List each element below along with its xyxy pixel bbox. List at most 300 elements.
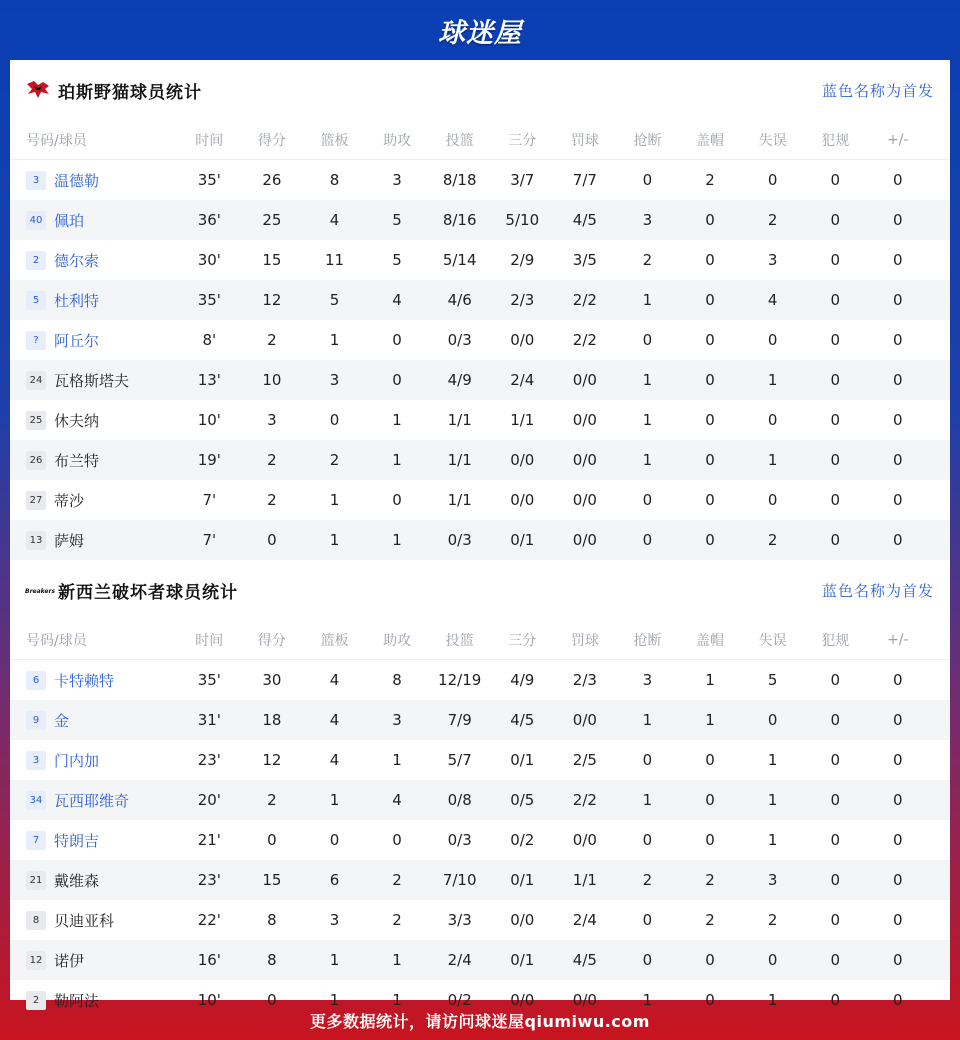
stat-cell: 0/0 <box>510 491 535 509</box>
stat-cell: 0 <box>267 531 277 549</box>
stat-cell: 0 <box>705 411 715 429</box>
stat-cell: 31' <box>197 711 221 729</box>
stat-cell: 2 <box>329 451 340 469</box>
stat-cell: 0 <box>392 371 402 389</box>
player-name-link[interactable]: 阿丘尔 <box>54 331 100 350</box>
stat-cell: 0 <box>830 791 840 809</box>
stat-cell: 4/5 <box>572 951 597 969</box>
column-header[interactable]: +/- <box>887 631 909 648</box>
column-header[interactable]: 得分 <box>257 632 286 649</box>
stat-cell: 4/6 <box>447 291 472 309</box>
player-row[interactable] <box>10 160 950 200</box>
stat-cell: 1 <box>329 331 340 349</box>
stat-cell: 0 <box>642 911 653 929</box>
stat-cell: 3 <box>392 711 402 729</box>
stat-cell: 1 <box>642 371 653 389</box>
stat-cell: 0 <box>893 831 903 849</box>
column-header[interactable]: 投篮 <box>445 632 474 649</box>
player-row[interactable] <box>10 740 950 780</box>
stat-cell: 2/4 <box>447 951 472 969</box>
stat-cell: 0 <box>642 751 653 769</box>
stat-cell: 4 <box>767 291 778 309</box>
stat-cell: 4 <box>392 291 402 309</box>
column-header[interactable]: 助攻 <box>383 632 412 649</box>
stat-cell: 5 <box>329 291 340 309</box>
jersey-number-badge: 25 <box>26 411 46 430</box>
stat-cell: 2/9 <box>510 251 535 269</box>
jersey-number-badge: 12 <box>26 951 46 970</box>
player-name-link[interactable]: 瓦西耶维奇 <box>54 791 130 810</box>
stat-cell: 0 <box>767 331 778 349</box>
jersey-number-badge: 7 <box>26 831 46 850</box>
stat-cell: 2/5 <box>572 751 597 769</box>
player-cell <box>10 950 178 971</box>
stat-cell: 0 <box>830 291 840 309</box>
stat-cell: 21' <box>197 831 221 849</box>
stat-cell: 0 <box>267 991 277 1009</box>
stats-card <box>10 60 950 1010</box>
player-row[interactable] <box>10 520 950 560</box>
stat-cell: 0 <box>830 751 840 769</box>
stat-cell: 0/0 <box>572 711 597 729</box>
stat-cell: 1 <box>392 531 402 549</box>
stat-cell: 0/2 <box>510 831 535 849</box>
stat-cell: 2/4 <box>510 371 535 389</box>
player-name-link[interactable]: 特朗吉 <box>54 831 100 850</box>
stat-cell: 2 <box>705 871 715 889</box>
stat-cell: 4/9 <box>510 671 535 689</box>
stat-cell: 1 <box>329 491 340 509</box>
jersey-number-badge: 26 <box>26 451 46 470</box>
stat-cell: 0/1 <box>510 531 535 549</box>
column-header[interactable]: 抢断 <box>633 132 662 149</box>
player-cell <box>10 870 178 891</box>
stat-cell: 0 <box>893 711 903 729</box>
jersey-number-badge: 9 <box>26 711 46 730</box>
stat-cell: 10 <box>262 371 282 389</box>
stat-cell: 10' <box>197 411 221 429</box>
player-row[interactable] <box>10 400 950 440</box>
stat-cell: 0 <box>893 211 903 229</box>
stat-cell: 3 <box>267 411 277 429</box>
column-header[interactable]: 罚球 <box>570 632 599 649</box>
player-cell <box>10 530 178 551</box>
stat-cell: 1 <box>642 991 653 1009</box>
stat-cell: 4/5 <box>510 711 535 729</box>
player-row[interactable] <box>10 820 950 860</box>
stat-cell: 2 <box>767 911 778 929</box>
stat-cell: 0 <box>830 671 840 689</box>
player-name-link[interactable]: 贝迪亚科 <box>54 911 115 930</box>
stat-cell: 2 <box>267 331 277 349</box>
player-name-link[interactable]: 金 <box>54 711 70 730</box>
stat-cell: 0 <box>705 371 715 389</box>
stat-cell: 0/0 <box>510 451 535 469</box>
player-name-link[interactable]: 戴维森 <box>54 871 100 890</box>
stat-cell: 1/1 <box>447 491 472 509</box>
stat-cell: 0 <box>392 831 402 849</box>
column-header[interactable]: 罚球 <box>570 132 599 149</box>
column-header[interactable]: 助攻 <box>383 132 412 149</box>
stat-cell: 8/18 <box>442 171 477 189</box>
stat-cell: 5 <box>767 671 778 689</box>
stat-cell: 30' <box>197 251 221 269</box>
stat-cell: 3 <box>767 251 778 269</box>
jersey-number-badge: 2 <box>26 991 46 1010</box>
team-section-header <box>10 560 950 620</box>
stat-cell: 0/0 <box>572 531 597 549</box>
player-name-link[interactable]: 杜利特 <box>54 291 100 310</box>
stat-cell: 3/5 <box>572 251 597 269</box>
stat-cell: 0/0 <box>572 371 597 389</box>
stat-cell: 0 <box>705 991 715 1009</box>
jersey-number-badge: 8 <box>26 911 46 930</box>
stat-cell: 2 <box>705 171 715 189</box>
stat-cell: 4 <box>392 791 402 809</box>
stat-cell: 2/2 <box>572 791 597 809</box>
column-header[interactable]: 失误 <box>758 132 787 149</box>
player-cell <box>10 790 178 811</box>
stat-cell: 0 <box>830 831 840 849</box>
stat-cell: 0 <box>767 491 778 509</box>
stat-cell: 0 <box>830 171 840 189</box>
stat-cell: 0 <box>893 531 903 549</box>
player-cell <box>10 910 178 931</box>
stat-cell: 35' <box>197 671 221 689</box>
player-cell <box>10 210 178 231</box>
stat-cell: 1/1 <box>447 451 472 469</box>
stat-cell: 0 <box>830 911 840 929</box>
column-header[interactable]: 抢断 <box>633 632 662 649</box>
stat-cell: 0 <box>830 331 840 349</box>
stat-cell: 1 <box>705 711 715 729</box>
stat-cell: 0 <box>830 711 840 729</box>
player-name-link[interactable]: 休夫纳 <box>54 411 100 430</box>
stat-cell: 0 <box>705 211 715 229</box>
player-row[interactable] <box>10 200 950 240</box>
stat-cell: 0 <box>893 251 903 269</box>
player-name-link[interactable]: 瓦格斯塔夫 <box>54 371 130 390</box>
jersey-number-badge: 40 <box>26 211 46 230</box>
stat-cell: 0 <box>893 671 903 689</box>
stat-cell: 0 <box>705 951 715 969</box>
stat-cell: 0 <box>767 711 778 729</box>
stat-cell: 0 <box>893 911 903 929</box>
stat-cell: 0/0 <box>572 451 597 469</box>
stat-cell: 0 <box>705 751 715 769</box>
stat-cell: 8 <box>329 171 340 189</box>
column-header[interactable]: 盖帽 <box>696 632 725 649</box>
stat-cell: 0 <box>329 411 340 429</box>
stat-cell: 1 <box>767 991 778 1009</box>
stat-cell: 0 <box>267 831 277 849</box>
stat-cell: 15 <box>262 251 282 269</box>
stat-cell: 0/2 <box>447 991 472 1009</box>
stat-cell: 2 <box>642 251 653 269</box>
stat-cell: 0/1 <box>510 951 535 969</box>
stat-cell: 0/3 <box>447 331 472 349</box>
stat-cell: 0 <box>642 171 653 189</box>
stat-cell: 0 <box>893 371 903 389</box>
stat-cell: 0/1 <box>510 751 535 769</box>
stat-cell: 2/3 <box>510 291 535 309</box>
jersey-number-badge: ? <box>26 331 46 350</box>
stat-cell: 7/10 <box>442 871 477 889</box>
stat-cell: 0 <box>767 171 778 189</box>
stat-cell: 1 <box>767 371 778 389</box>
stat-cell: 0 <box>893 291 903 309</box>
column-header[interactable]: 失误 <box>758 632 787 649</box>
player-row[interactable] <box>10 320 950 360</box>
stat-cell: 0 <box>893 951 903 969</box>
stat-cell: 0/0 <box>572 411 597 429</box>
stat-cell: 2 <box>392 871 402 889</box>
stat-cell: 0 <box>767 951 778 969</box>
stat-cell: 0 <box>830 531 840 549</box>
stat-cell: 2 <box>642 871 653 889</box>
jersey-number-badge: 21 <box>26 871 46 890</box>
stat-cell: 8 <box>267 951 277 969</box>
stat-cell: 3 <box>642 671 653 689</box>
wildcat-logo-icon <box>26 78 50 102</box>
stat-cell: 0 <box>893 751 903 769</box>
stat-cell: 25 <box>262 211 282 229</box>
player-name-link[interactable]: 勒阿法 <box>54 991 100 1010</box>
stat-cell: 0 <box>830 951 840 969</box>
column-header[interactable]: 篮板 <box>320 632 349 649</box>
team-section <box>10 60 950 560</box>
stat-cell: 1 <box>392 951 402 969</box>
stat-cell: 1 <box>642 791 653 809</box>
breakers-logo-icon <box>25 578 56 602</box>
player-cell <box>10 710 178 731</box>
column-header[interactable]: 时间 <box>195 132 224 149</box>
player-cell <box>10 670 178 691</box>
stat-cell: 1 <box>642 411 653 429</box>
stat-cell: 2 <box>392 911 402 929</box>
stat-cell: 0 <box>830 211 840 229</box>
player-name-link[interactable]: 德尔索 <box>54 251 100 270</box>
player-name-link[interactable]: 门内加 <box>54 751 100 770</box>
stat-cell: 5 <box>392 211 402 229</box>
stat-cell: 0 <box>705 791 715 809</box>
player-row[interactable] <box>10 780 950 820</box>
stat-cell: 5/14 <box>442 251 477 269</box>
player-name-link[interactable]: 布兰特 <box>54 451 100 470</box>
stat-cell: 8 <box>267 911 277 929</box>
player-name-link[interactable]: 诺伊 <box>54 951 85 970</box>
stat-cell: 0 <box>705 291 715 309</box>
column-header[interactable]: 号码/球员 <box>26 632 87 649</box>
player-cell <box>10 410 178 431</box>
stat-cell: 13' <box>197 371 221 389</box>
stat-cell: 0/0 <box>572 491 597 509</box>
stat-cell: 0/3 <box>447 831 472 849</box>
stat-cell: 3 <box>642 211 653 229</box>
stat-cell: 0 <box>893 491 903 509</box>
stat-cell: 0/1 <box>510 871 535 889</box>
stat-cell: 0 <box>893 451 903 469</box>
stat-cell: 0 <box>642 831 653 849</box>
stat-cell: 1 <box>329 791 340 809</box>
stat-cell: 0 <box>830 371 840 389</box>
jersey-number-badge: 27 <box>26 491 46 510</box>
player-cell <box>10 250 178 271</box>
stat-cell: 0 <box>705 531 715 549</box>
stat-cell: 0 <box>705 251 715 269</box>
player-row[interactable] <box>10 280 950 320</box>
player-cell <box>10 290 178 311</box>
stat-cell: 18 <box>262 711 282 729</box>
player-cell <box>10 330 178 351</box>
stat-cell: 8 <box>392 671 402 689</box>
player-name-link[interactable]: 卡特赖特 <box>54 671 115 690</box>
column-header[interactable]: 三分 <box>508 132 537 149</box>
column-header[interactable]: 号码/球员 <box>26 132 87 149</box>
jersey-number-badge: 2 <box>26 251 46 270</box>
stat-cell: 0 <box>830 451 840 469</box>
stat-cell: 7/9 <box>447 711 472 729</box>
stat-cell: 1/1 <box>447 411 472 429</box>
stat-cell: 0 <box>392 331 402 349</box>
stat-cell: 23' <box>197 751 221 769</box>
stat-cell: 1/1 <box>510 411 535 429</box>
stat-cell: 0 <box>830 411 840 429</box>
player-row[interactable] <box>10 860 950 900</box>
stat-cell: 0 <box>392 491 402 509</box>
stat-cell: 0 <box>830 991 840 1009</box>
stat-cell: 0/0 <box>572 831 597 849</box>
stat-cell: 0 <box>893 871 903 889</box>
brand-logo: 球迷屋 <box>438 17 522 49</box>
stat-cell: 0 <box>705 451 715 469</box>
stat-cell: 23' <box>197 871 221 889</box>
column-header[interactable]: 时间 <box>195 632 224 649</box>
column-header[interactable]: 盖帽 <box>696 132 725 149</box>
stat-cell: 2 <box>267 491 277 509</box>
jersey-number-badge: 34 <box>26 791 46 810</box>
player-row[interactable] <box>10 700 950 740</box>
player-cell <box>10 750 178 771</box>
player-row[interactable] <box>10 440 950 480</box>
column-header[interactable]: +/- <box>887 131 909 148</box>
jersey-number-badge: 13 <box>26 531 46 550</box>
footer-banner[interactable]: 更多数据统计，请访问球迷屋qiumiwu.com <box>310 1011 650 1031</box>
stat-cell: 2 <box>267 451 277 469</box>
brand-header <box>0 0 960 60</box>
stat-cell: 0 <box>642 951 653 969</box>
stat-cell: 11 <box>324 251 345 269</box>
stat-cell: 4 <box>329 711 340 729</box>
stat-cell: 2/2 <box>572 331 597 349</box>
player-cell <box>10 490 178 511</box>
player-name-link[interactable]: 佩珀 <box>54 211 85 230</box>
jersey-number-badge: 24 <box>26 371 46 390</box>
stat-cell: 0 <box>830 871 840 889</box>
stat-cell: 0 <box>767 411 778 429</box>
stat-cell: 3 <box>329 911 340 929</box>
player-name-link[interactable]: 萨姆 <box>54 531 85 550</box>
stat-cell: 3 <box>329 371 340 389</box>
jersey-number-badge: 3 <box>26 171 46 190</box>
stat-cell: 3 <box>767 871 778 889</box>
stat-cell: 1 <box>392 991 402 1009</box>
stat-cell: 0 <box>893 791 903 809</box>
column-header[interactable]: 三分 <box>508 632 537 649</box>
player-row[interactable] <box>10 900 950 940</box>
stat-cell: 10' <box>197 991 221 1009</box>
stat-cell: 2/4 <box>572 911 597 929</box>
stat-cell: 6 <box>329 871 340 889</box>
stat-cell: 0 <box>893 171 903 189</box>
stat-cell: 1 <box>642 451 653 469</box>
stat-cell: 0 <box>705 831 715 849</box>
player-cell <box>10 450 178 471</box>
column-header[interactable]: 犯规 <box>821 632 850 649</box>
stat-cell: 2/2 <box>572 291 597 309</box>
stat-cell: 12/19 <box>438 671 482 689</box>
player-row[interactable] <box>10 660 950 700</box>
player-row[interactable] <box>10 360 950 400</box>
stat-cell: 7/7 <box>572 171 597 189</box>
stat-cell: 1 <box>392 751 402 769</box>
stat-cell: 2 <box>267 791 277 809</box>
column-header[interactable]: 得分 <box>257 132 286 149</box>
stat-cell: 1 <box>329 991 340 1009</box>
stat-cell: 3/7 <box>510 171 535 189</box>
stat-cell: 8/16 <box>442 211 477 229</box>
stat-cell: 19' <box>197 451 221 469</box>
stat-cell: 35' <box>197 171 221 189</box>
player-row[interactable] <box>10 940 950 980</box>
player-row[interactable] <box>10 480 950 520</box>
player-name-link[interactable]: 温德勒 <box>54 171 100 190</box>
player-row[interactable] <box>10 240 950 280</box>
player-name-link[interactable]: 蒂沙 <box>54 491 85 510</box>
stat-cell: 4 <box>329 671 340 689</box>
stat-cell: 15 <box>262 871 282 889</box>
stat-cell: 1 <box>642 291 653 309</box>
stat-cell: 1 <box>705 671 715 689</box>
stat-cell: 5/10 <box>505 211 540 229</box>
jersey-number-badge: 5 <box>26 291 46 310</box>
stat-cell: 0 <box>893 411 903 429</box>
stat-cell: 26 <box>262 171 282 189</box>
column-header[interactable]: 犯规 <box>821 132 850 149</box>
stat-cell: 0/0 <box>572 991 597 1009</box>
stat-cell: 0 <box>329 831 340 849</box>
stat-cell: 1 <box>767 751 778 769</box>
stat-cell: 5/7 <box>447 751 472 769</box>
stat-cell: 2/3 <box>572 671 597 689</box>
stat-cell: 22' <box>197 911 221 929</box>
stat-cell: 0/3 <box>447 531 472 549</box>
svg-text:Breakers: Breakers <box>25 588 56 595</box>
jersey-number-badge: 3 <box>26 751 46 770</box>
stat-cell: 1 <box>329 951 340 969</box>
team-section <box>10 560 950 1020</box>
column-header[interactable]: 投篮 <box>445 132 474 149</box>
stat-cell: 4/9 <box>447 371 472 389</box>
stat-cell: 0 <box>830 491 840 509</box>
stat-cell: 5 <box>392 251 402 269</box>
stat-cell: 4/5 <box>572 211 597 229</box>
stat-cell: 1 <box>767 831 778 849</box>
team-section-header <box>10 60 950 120</box>
jersey-number-badge: 6 <box>26 671 46 690</box>
player-cell <box>10 830 178 851</box>
column-header[interactable]: 篮板 <box>320 132 349 149</box>
